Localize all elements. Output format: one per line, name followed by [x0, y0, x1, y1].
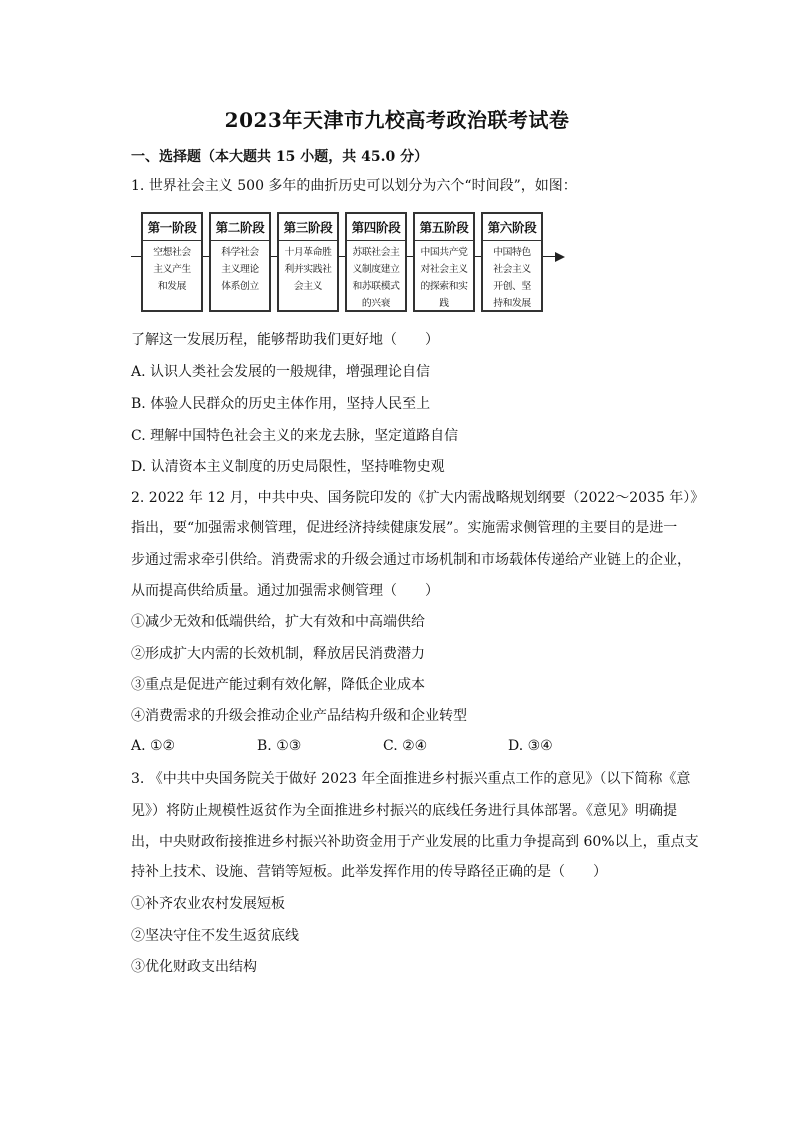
stage-title: 第一阶段 [147, 220, 197, 235]
q2-option-c: C. ②④ [383, 738, 428, 754]
stage-box-2 [209, 212, 271, 312]
q2-stem-line: 从而提高供给质量。通过加强需求侧管理（ ） [131, 583, 439, 599]
stage-description: 十月革命胜 利并实践社 会主义 [284, 247, 332, 292]
q1-stem: 1. 世界社会主义 500 多年的曲折历史可以划分为六个“时间段”，如图： [131, 178, 577, 194]
stage-divider [483, 240, 541, 241]
q2-statement: ④消费需求的升级会推动企业产品结构升级和企业转型 [131, 708, 467, 724]
stage-title: 第六阶段 [487, 220, 537, 235]
stage-description: 苏联社会主 义制度建立 和苏联模式 的兴衰 [352, 247, 400, 309]
stage-box-4 [345, 212, 407, 312]
stage-title: 第三阶段 [283, 220, 333, 235]
q2-stem-line: 2. 2022 年 12 月，中共中央、国务院印发的《扩大内需战略规划纲要（2022～2035 年）》 [131, 490, 705, 506]
stage-box-6 [481, 212, 543, 312]
stage-box-5 [413, 212, 475, 312]
page-title: 2023年天津市九校高考政治联考试卷 [224, 108, 570, 132]
q2-option-d: D. ③④ [508, 738, 553, 754]
stage-box-3 [277, 212, 339, 312]
timeline-arrow-icon [555, 252, 565, 262]
q2-statement: ①减少无效和低端供给，扩大有效和中高端供给 [131, 614, 425, 630]
q2-statement: ②形成扩大内需的长效机制，释放居民消费潜力 [131, 646, 425, 662]
section-heading: 一、选择题（本大题共 15 小题，共 45.0 分） [131, 149, 429, 165]
stage-description: 空想社会 主义产生 和发展 [153, 247, 191, 292]
stage-diagram [131, 212, 571, 316]
q1-option-a: A. 认识人类社会发展的一般规律，增强理论自信 [131, 364, 431, 380]
q3-stem-line: 3. 《中共中央国务院关于做好 2023 年全面推进乡村振兴重点工作的意见》（以下简称《意 [131, 771, 691, 787]
stage-description: 中国特色 社会主义 开创、坚 持和发展 [493, 247, 531, 309]
q3-statement: ①补齐农业农村发展短板 [131, 896, 285, 912]
q3-statement: ②坚决守住不发生返贫底线 [131, 928, 299, 944]
q1-prompt: 了解这一发展历程，能够帮助我们更好地（ ） [131, 332, 439, 348]
stage-title: 第五阶段 [419, 220, 469, 235]
stage-title: 第二阶段 [215, 220, 265, 235]
q3-statement: ③优化财政支出结构 [131, 959, 257, 975]
q2-option-a: A. ①② [131, 738, 176, 754]
stage-divider [415, 240, 473, 241]
stage-description: 中国共产党 对社会主义 的探索和实 践 [420, 247, 468, 309]
q2-stem-line: 步通过需求牵引供给。消费需求的升级会通过市场机制和市场载体传递给产业链上的企业， [131, 552, 691, 568]
q2-stem-line: 指出，要“加强需求侧管理，促进经济持续健康发展”。实施需求侧管理的主要目的是进一 [131, 520, 678, 536]
q1-option-b: B. 体验人民群众的历史主体作用，坚持人民至上 [131, 396, 431, 412]
q3-stem-line: 持补上技术、设施、营销等短板。此举发挥作用的传导路径正确的是（ ） [131, 864, 607, 880]
q3-stem-line: 见》）将防止规模性返贫作为全面推进乡村振兴的底线任务进行具体部署。《意见》明确提 [131, 803, 677, 819]
stage-title: 第四阶段 [351, 220, 401, 235]
stage-box-1 [141, 212, 203, 312]
q3-stem-line: 出，中央财政衔接推进乡村振兴补助资金用于产业发展的比重力争提高到 60%以上，重点支 [131, 834, 699, 850]
q1-option-c: C. 理解中国特色社会主义的来龙去脉，坚定道路自信 [131, 428, 459, 444]
q2-option-b: B. ①③ [257, 738, 302, 754]
stage-description: 科学社会 主义理论 体系创立 [221, 247, 259, 292]
q2-statement: ③重点是促进产能过剩有效化解，降低企业成本 [131, 677, 425, 693]
stage-divider [279, 240, 337, 241]
stage-divider [211, 240, 269, 241]
stage-divider [143, 240, 201, 241]
stage-divider [347, 240, 405, 241]
q1-option-d: D. 认清资本主义制度的历史局限性，坚持唯物史观 [131, 459, 445, 475]
